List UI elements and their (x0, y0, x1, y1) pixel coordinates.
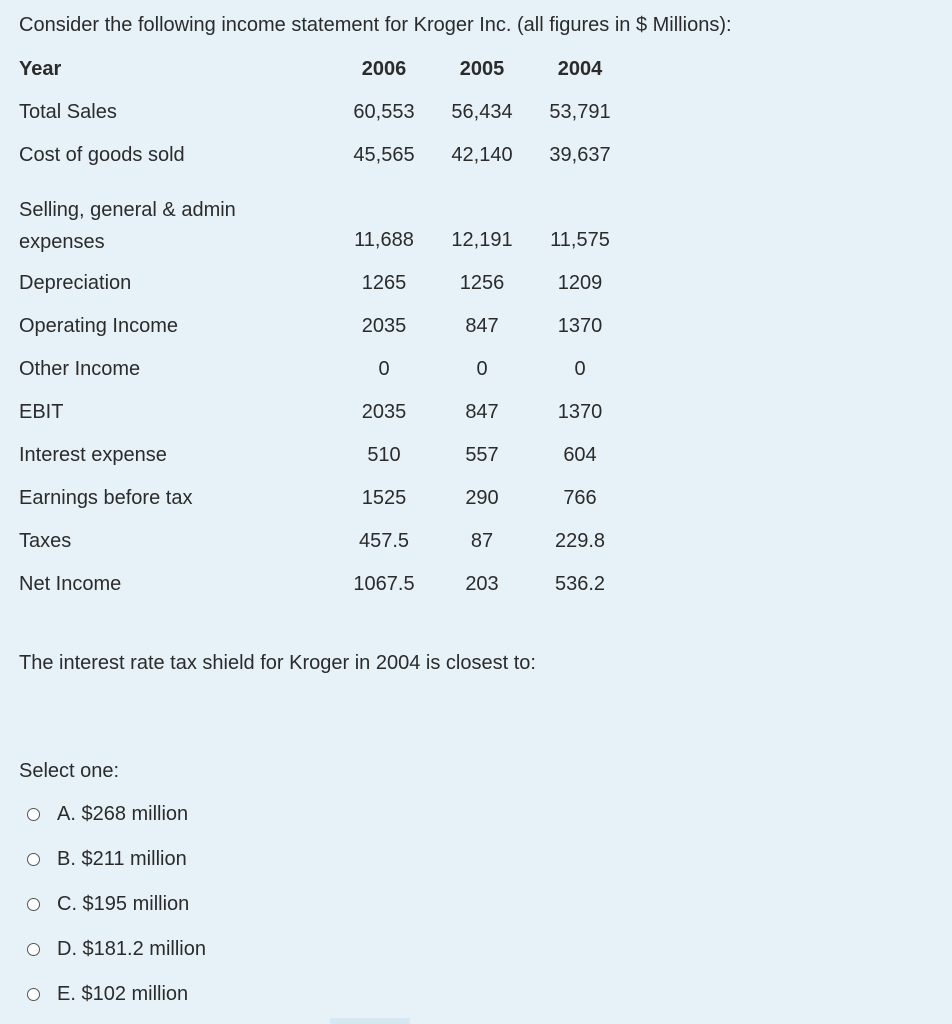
row-label: EBIT (19, 401, 64, 423)
option-c-label[interactable]: C. $195 million (57, 893, 190, 915)
year-2005-header: 2005 (459, 58, 505, 80)
value-2006: 45,565 (353, 144, 415, 166)
value-2004: 53,791 (549, 101, 611, 123)
row-label: Interest expense (19, 444, 167, 466)
value-2004: 1209 (557, 272, 603, 294)
table-row-interest-expense (19, 434, 629, 477)
question-title: Consider the following income statement for Kroger Inc. (all figures in $ Millions): (19, 14, 732, 36)
value-2004: 11,575 (550, 229, 610, 251)
value-2005: 203 (465, 573, 499, 595)
option-b[interactable] (27, 837, 206, 882)
value-2005: 0 (476, 358, 488, 380)
value-2005: 12,191 (451, 229, 513, 251)
value-2004: 1370 (557, 401, 603, 423)
value-2006: 0 (378, 358, 390, 380)
year-2004-header: 2004 (557, 58, 603, 80)
value-2004: 39,637 (549, 144, 611, 166)
value-2006: 1525 (361, 487, 407, 509)
value-2006: 510 (367, 444, 401, 466)
table-row-total-sales (19, 91, 629, 134)
bottom-divider (330, 1018, 410, 1024)
value-2005: 557 (465, 444, 499, 466)
option-b-label[interactable]: B. $211 million (57, 848, 187, 870)
income-statement-table (19, 48, 629, 606)
radio-button-c[interactable] (27, 898, 40, 911)
table-header-row (19, 48, 629, 91)
value-2005: 1256 (459, 272, 505, 294)
radio-button-a[interactable] (27, 808, 40, 821)
row-label: Total Sales (19, 101, 117, 123)
table-row-ebit (19, 391, 629, 434)
year-header: Year (19, 58, 62, 80)
table-row-operating-income (19, 305, 629, 348)
row-label: Other Income (19, 358, 141, 380)
value-2006: 2035 (361, 315, 407, 337)
select-one-label: Select one: (19, 760, 120, 782)
table-row-net-income (19, 563, 629, 606)
option-d-label[interactable]: D. $181.2 million (57, 938, 206, 960)
row-label: Taxes (19, 530, 72, 552)
row-label: Depreciation (19, 272, 132, 294)
row-label: Cost of goods sold (19, 144, 185, 166)
question-prompt: The interest rate tax shield for Kroger in 2004 is closest to: (19, 652, 536, 674)
table-row-depreciation (19, 262, 629, 305)
value-2005: 847 (465, 401, 499, 423)
radio-button-b[interactable] (27, 853, 40, 866)
option-a[interactable] (27, 792, 206, 837)
value-2005: 290 (465, 487, 499, 509)
table-row-taxes (19, 520, 629, 563)
option-e[interactable] (27, 972, 206, 1017)
value-2006: 457.5 (358, 530, 410, 552)
row-label: Net Income (19, 573, 122, 595)
option-e-label[interactable]: E. $102 million (57, 983, 189, 1005)
table-row-cogs (19, 134, 629, 177)
value-2006: 1067.5 (353, 573, 415, 595)
value-2004: 766 (563, 487, 597, 509)
radio-button-d[interactable] (27, 943, 40, 956)
option-c[interactable] (27, 882, 206, 927)
table-row-sga (19, 177, 629, 262)
value-2005: 56,434 (451, 101, 513, 123)
answer-options (27, 792, 206, 1017)
value-2006: 1265 (361, 272, 407, 294)
value-2005: 87 (470, 530, 494, 552)
row-label-line2: expenses (19, 231, 105, 253)
year-2006-header: 2006 (361, 58, 407, 80)
value-2004: 604 (563, 444, 597, 466)
option-a-label[interactable]: A. $268 million (57, 803, 189, 825)
option-d[interactable] (27, 927, 206, 972)
value-2004: 229.8 (554, 530, 606, 552)
row-label (19, 177, 335, 262)
value-2005: 847 (465, 315, 499, 337)
table-row-earnings-before-tax (19, 477, 629, 520)
value-2006: 2035 (361, 401, 407, 423)
value-2006: 60,553 (353, 101, 415, 123)
row-label: Operating Income (19, 315, 178, 337)
value-2004: 1370 (557, 315, 603, 337)
value-2004: 0 (574, 358, 586, 380)
radio-button-e[interactable] (27, 988, 40, 1001)
table-row-other-income (19, 348, 629, 391)
value-2005: 42,140 (451, 144, 513, 166)
row-label: Earnings before tax (19, 487, 193, 509)
value-2006: 11,688 (354, 229, 414, 251)
value-2004: 536.2 (554, 573, 606, 595)
row-label-line1: Selling, general & admin (19, 199, 236, 221)
